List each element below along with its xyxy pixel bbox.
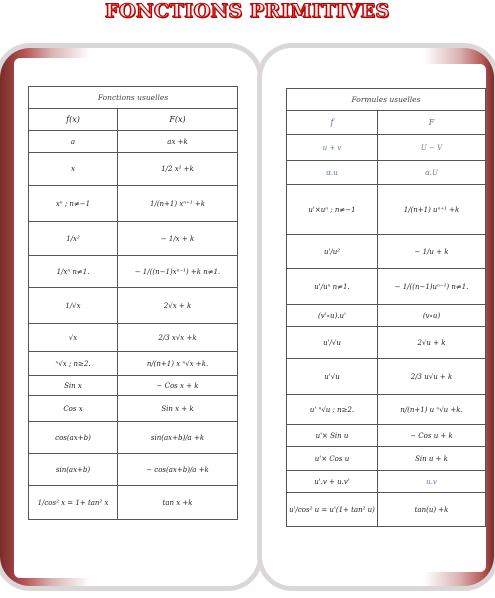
cell: 1/cos² x = 1+ tan² x bbox=[29, 486, 118, 520]
header-F: F bbox=[378, 111, 486, 135]
cell: u' ⁿ√u ; n≥2. bbox=[287, 395, 378, 425]
cell: u'×uⁿ ; n≠−1 bbox=[287, 185, 378, 235]
cell: ⁿ√x ; n≥2. bbox=[29, 352, 118, 376]
cell: 1/(n+1) xⁿ⁺¹ +k bbox=[118, 186, 238, 222]
cell: − 1/u + k bbox=[378, 235, 486, 269]
cell: − 1/x + k bbox=[118, 222, 238, 256]
cell: n/(n+1) u ⁿ√u +k. bbox=[378, 395, 486, 425]
cell: Sin x + k bbox=[118, 396, 238, 422]
cell: Sin x bbox=[29, 376, 118, 396]
fonctions-usuelles-table bbox=[28, 86, 238, 520]
cell: u'/u² bbox=[287, 235, 378, 269]
cell: u'× Cos u bbox=[287, 447, 378, 471]
formules-usuelles-table bbox=[286, 88, 486, 527]
cell: √x bbox=[29, 324, 118, 352]
cell: 2/3 u√u + k bbox=[378, 359, 486, 395]
cell: u'× Sin u bbox=[287, 425, 378, 447]
cell: u'/uⁿ n≠1. bbox=[287, 269, 378, 305]
cell: (v'∘u).u' bbox=[287, 305, 378, 327]
page-title: FONCTIONS PRIMITIVES bbox=[105, 0, 390, 22]
cell: x bbox=[29, 153, 118, 186]
cell: (v∘u) bbox=[378, 305, 486, 327]
header-f: f bbox=[287, 111, 378, 135]
cell: a bbox=[29, 131, 118, 153]
header-f: f(x) bbox=[29, 109, 118, 131]
cell: xⁿ ; n≠−1 bbox=[29, 186, 118, 222]
cell: − Cos u + k bbox=[378, 425, 486, 447]
header-F: F(x) bbox=[118, 109, 238, 131]
cell: 2√x + k bbox=[118, 288, 238, 324]
cell: n/(n+1) x ⁿ√x +k. bbox=[118, 352, 238, 376]
cell: u.v bbox=[378, 471, 486, 493]
cell: − 1/((n−1)xⁿ⁻¹) +k n≠1. bbox=[118, 256, 238, 288]
cell: Sin u + k bbox=[378, 447, 486, 471]
cell: u'/cos² u = u'(1+ tan² u) bbox=[287, 493, 378, 527]
cell: u'/√u bbox=[287, 327, 378, 359]
cell: cos(ax+b) bbox=[29, 422, 118, 454]
cell: sin(ax+b)/a +k bbox=[118, 422, 238, 454]
cell: tan x +k bbox=[118, 486, 238, 520]
cell: 1/√x bbox=[29, 288, 118, 324]
cell: Cos x bbox=[29, 396, 118, 422]
cell: 2/3 x√x +k bbox=[118, 324, 238, 352]
cell: − cos(ax+b)/a +k bbox=[118, 454, 238, 486]
cell: u'.v + u.v' bbox=[287, 471, 378, 493]
cell: 2√u + k bbox=[378, 327, 486, 359]
cell: − Cos x + k bbox=[118, 376, 238, 396]
cell: sin(ax+b) bbox=[29, 454, 118, 486]
cell: 1/(n+1) uⁿ⁺¹ +k bbox=[378, 185, 486, 235]
cell: ax +k bbox=[118, 131, 238, 153]
cell: α.u bbox=[287, 161, 378, 185]
cell: U − V bbox=[378, 135, 486, 161]
cell: − 1/((n−1)uⁿ⁻¹) n≠1. bbox=[378, 269, 486, 305]
cell: 1/2 x² +k bbox=[118, 153, 238, 186]
table-caption: Formules usuelles bbox=[287, 89, 486, 111]
cell: 1/xⁿ n≠1. bbox=[29, 256, 118, 288]
cell: u + v bbox=[287, 135, 378, 161]
cell: u'√u bbox=[287, 359, 378, 395]
cell: 1/x² bbox=[29, 222, 118, 256]
cell: α.U bbox=[378, 161, 486, 185]
cell: tan(u) +k bbox=[378, 493, 486, 527]
table-caption: Fonctions usuelles bbox=[29, 87, 238, 109]
